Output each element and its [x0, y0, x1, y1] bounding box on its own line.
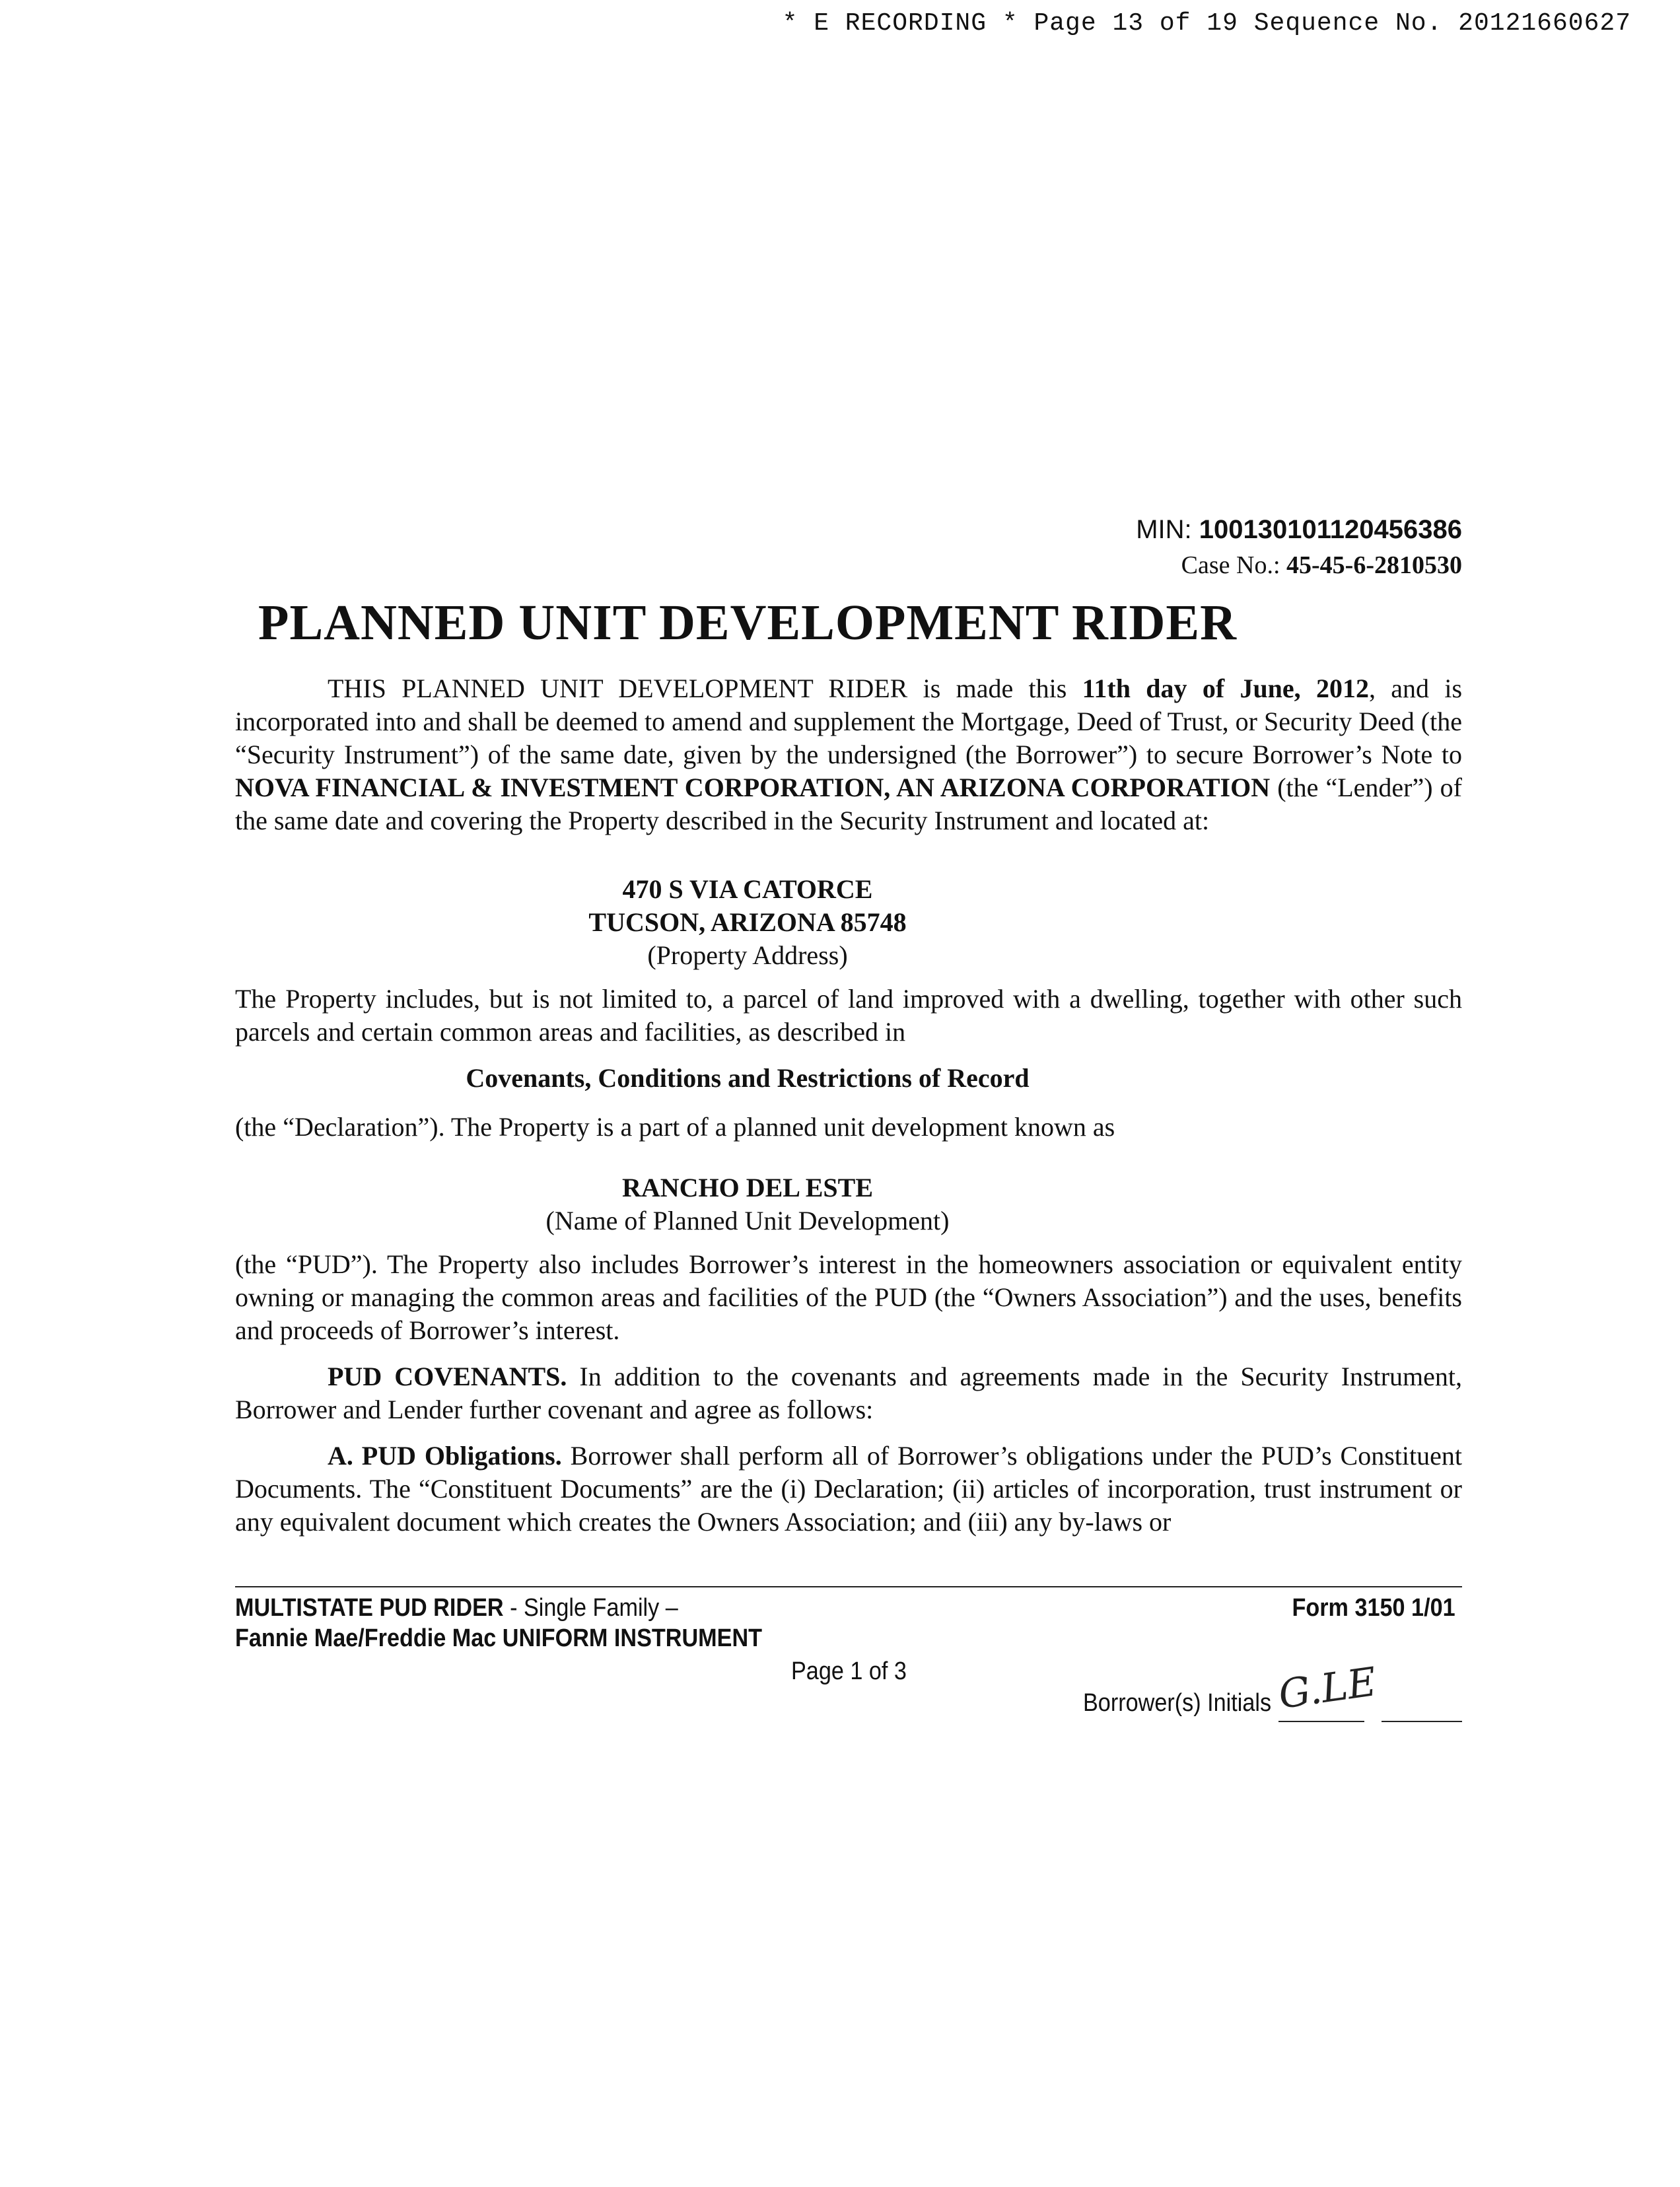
min-number	[1136, 515, 1462, 545]
case-label: Case No.:	[1181, 551, 1287, 579]
covenants-heading: PUD COVENANTS.	[328, 1362, 567, 1391]
form-title-rest: - Single Family –	[503, 1594, 678, 1622]
initials-line-1	[1278, 1721, 1364, 1722]
borrower-initials-signature: G.LE	[1275, 1659, 1380, 1718]
form-subtitle: Fannie Mae/Freddie Mac UNIFORM INSTRUMENT	[235, 1624, 763, 1652]
footer-divider	[235, 1586, 1462, 1587]
case-number	[1181, 551, 1462, 580]
intro-text-1: THIS PLANNED UNIT DEVELOPMENT RIDER is made this	[328, 674, 1082, 703]
covenants-paragraph	[235, 1360, 1462, 1426]
initials-line-2	[1382, 1721, 1462, 1722]
intro-text-2: , and is incorporated into and shall be deemed to amend and supplement the Mortgage, Deed of Trust, or Security Deed (the “Security Instrument”) of the same date, given by the undersigned (the Borrower”) to secure Borrower’s Note to	[235, 674, 1463, 769]
obligations-heading: A. PUD Obligations.	[328, 1441, 562, 1471]
form-title-bold: MULTISTATE PUD RIDER	[235, 1594, 504, 1622]
address-line-1: 470 S VIA CATORCE	[622, 874, 873, 904]
address-caption: (Property Address)	[647, 940, 848, 970]
document-title: PLANNED UNIT DEVELOPMENT RIDER	[258, 595, 1237, 650]
rider-date: 11th day of June, 2012	[1082, 674, 1369, 703]
initials-label: Borrower(s) Initials	[1083, 1689, 1272, 1717]
lender-name: NOVA FINANCIAL & INVESTMENT CORPORATION, AN ARIZONA CORPORATION	[235, 773, 1271, 802]
address-line-2: TUCSON, ARIZONA 85748	[588, 907, 907, 937]
pud-name: RANCHO DEL ESTE	[621, 1173, 874, 1202]
form-number: Form 3150 1/01	[1292, 1594, 1455, 1622]
page-number: Page 1 of 3	[791, 1657, 907, 1685]
form-title-block	[235, 1593, 762, 1653]
intro-paragraph	[235, 672, 1462, 837]
form-title	[235, 1593, 762, 1623]
recording-stamp: * E RECORDING * Page 13 of 19 Sequence No. 20121660627	[782, 9, 1631, 38]
pud-caption: (Name of Planned Unit Development)	[545, 1206, 950, 1235]
covenants-text: In addition to the covenants and agreements made in the Security Instrument, Borrower and Lender further covenant and agree as follows:	[235, 1362, 1463, 1424]
declaration-paragraph: (the “Declaration”). The Property is a part of a planned unit development known as	[235, 1112, 1115, 1142]
min-label: MIN:	[1136, 515, 1199, 544]
min-value: 100130101120456386	[1199, 515, 1462, 544]
intro-text-3: (the “Lender”) of the same date and covering the Property described in the Security Instrument and located at:	[235, 773, 1462, 835]
declaration-name: Covenants, Conditions and Restrictions of Record	[466, 1063, 1030, 1093]
obligations-paragraph	[235, 1440, 1462, 1539]
property-paragraph: The Property includes, but is not limited to, a parcel of land improved with a dwelling, together with other such parcels and certain common areas and facilities, as described in	[235, 984, 1462, 1047]
case-value: 45-45-6-2810530	[1286, 551, 1462, 579]
pud-paragraph: (the “PUD”). The Property also includes Borrower’s interest in the homeowners association or equivalent entity owning or managing the common areas and facilities of the PUD (the “Owners Association”) and the uses, benefits and proceeds of Borrower’s interest.	[235, 1249, 1462, 1345]
obligations-text: Borrower shall perform all of Borrower’s obligations under the PUD’s Constituent Documents. The “Constituent Documents” are the (i) Declaration; (ii) articles of incorporation, trust instrument or any equivalent document which creates the Owners Association; and (iii) any by-laws or	[235, 1441, 1462, 1537]
